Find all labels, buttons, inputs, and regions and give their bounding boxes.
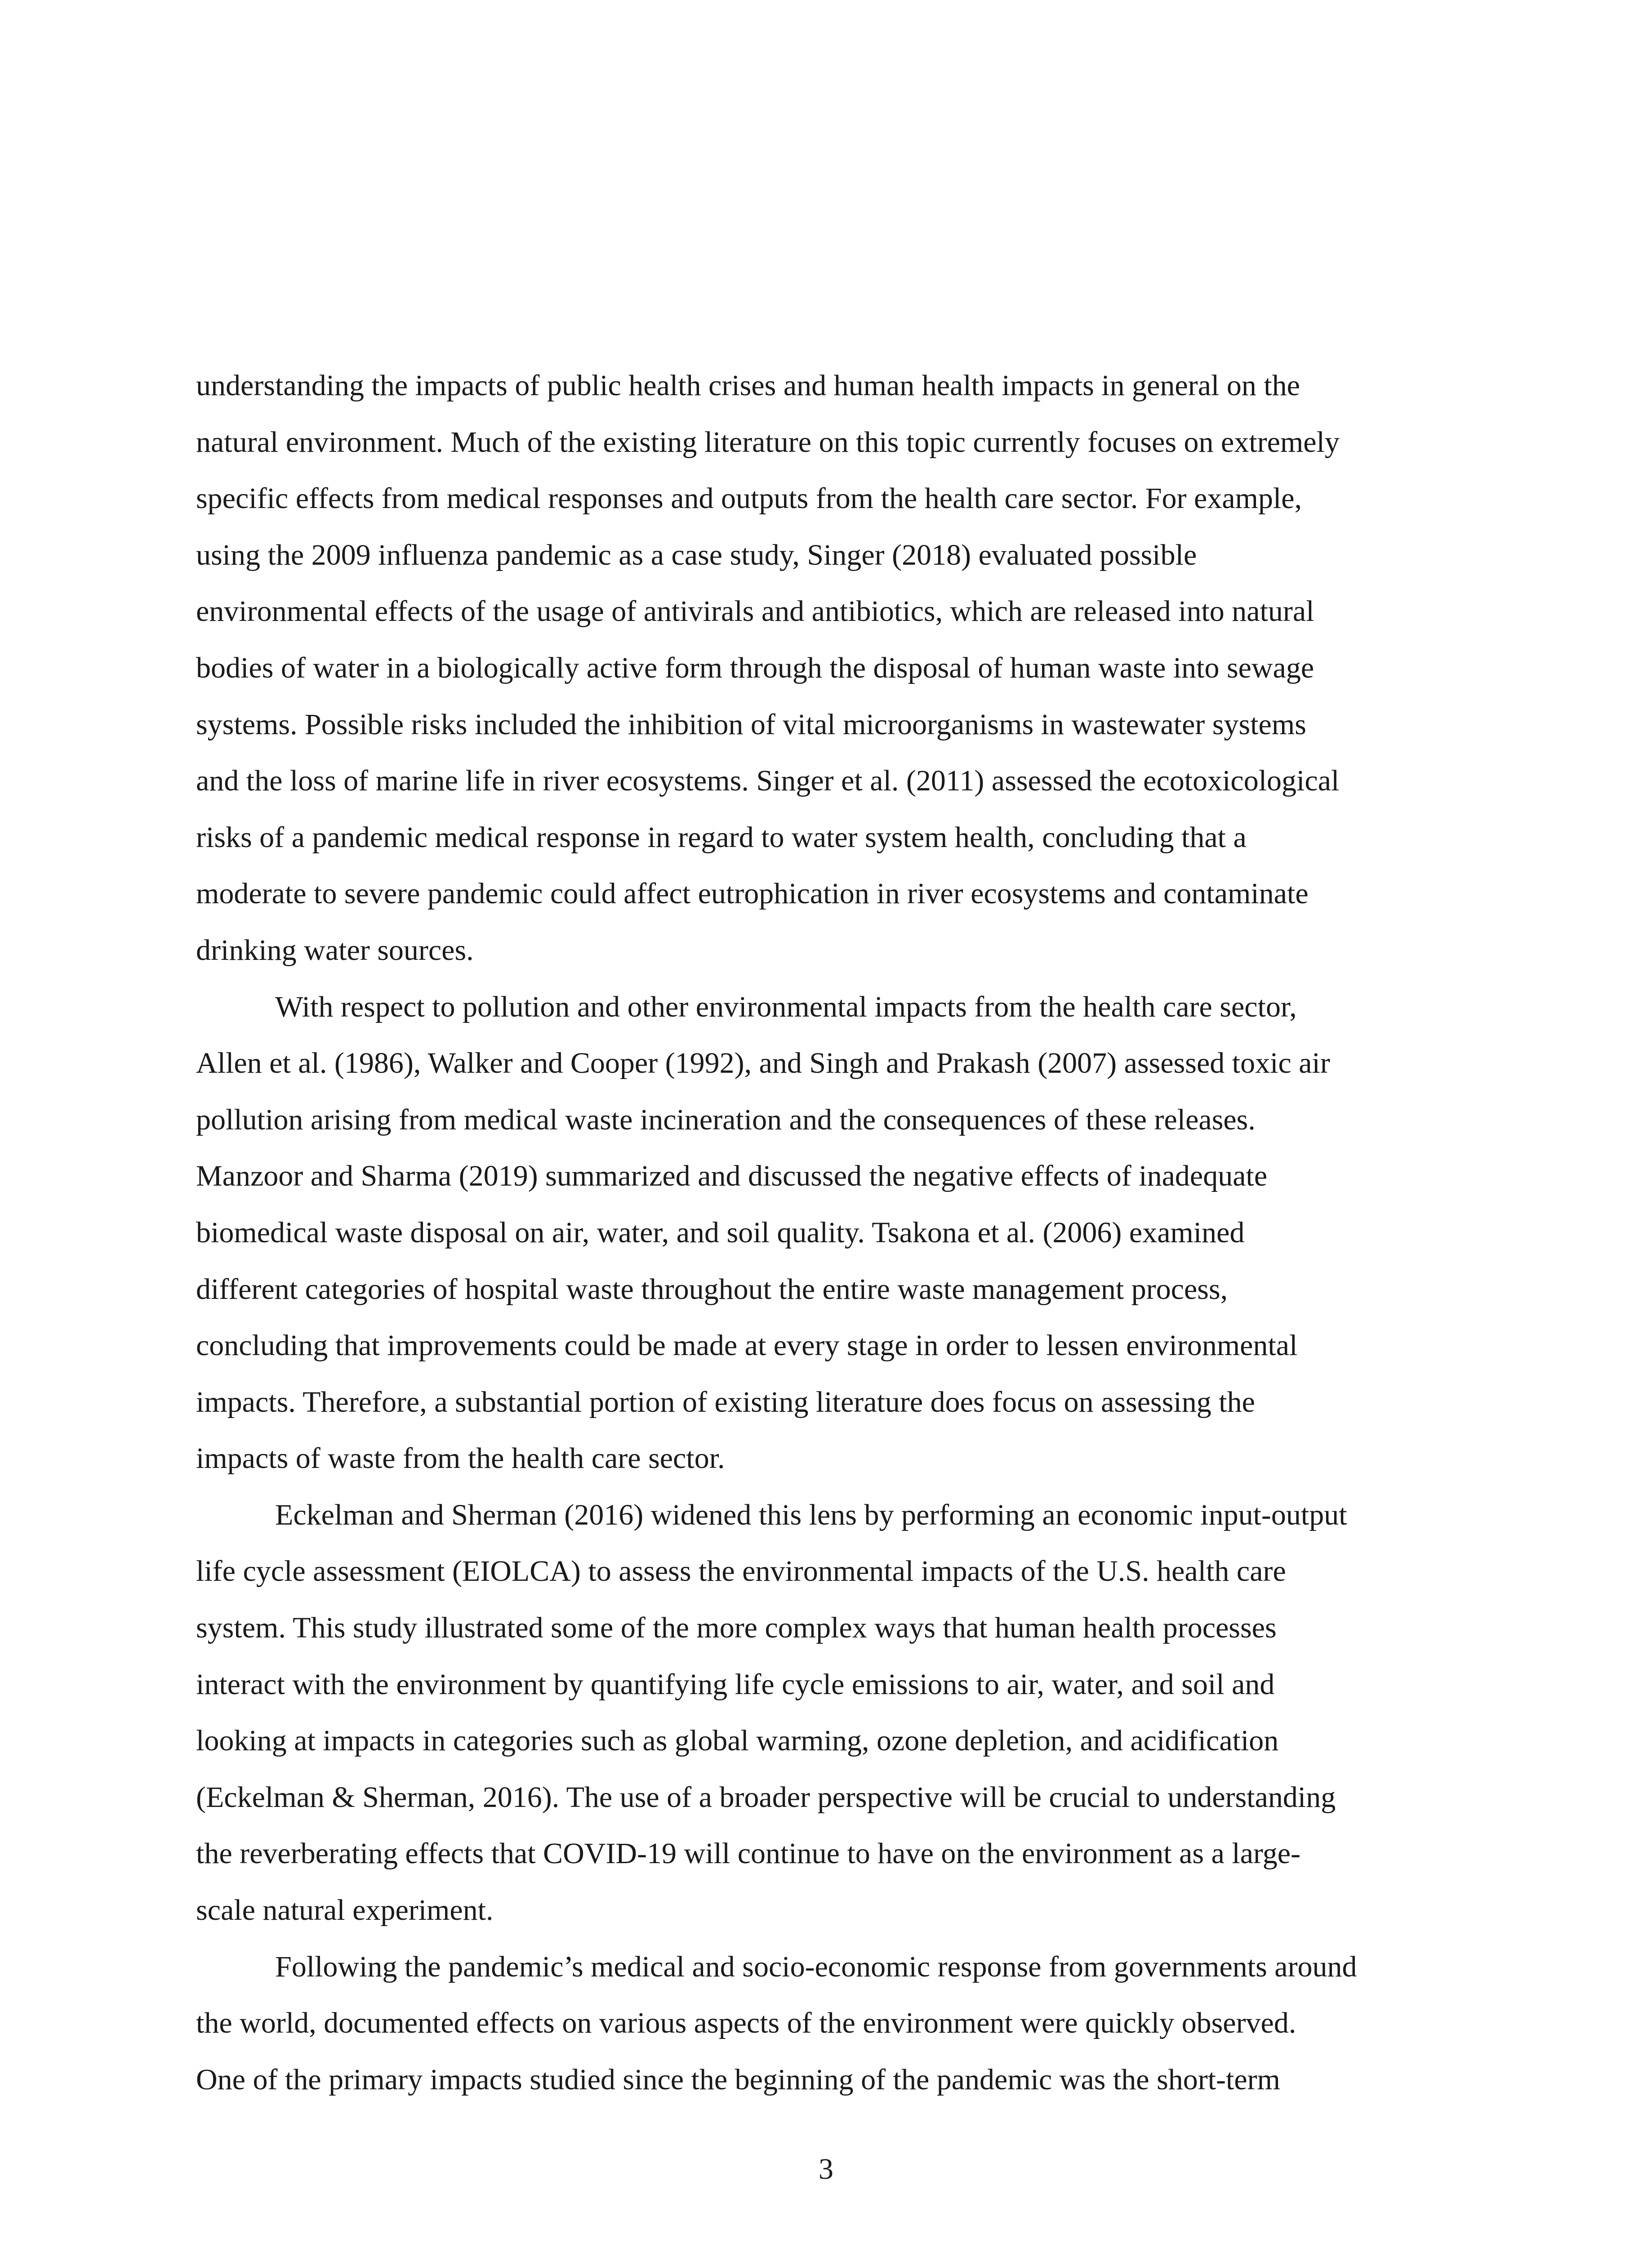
text-line: understanding the impacts of public health crises and human health impacts in general on the (196, 369, 1300, 402)
text-line: looking at impacts in categories such as global warming, ozone depletion, and acidification (196, 1724, 1279, 1757)
text-line: life cycle assessment (EIOLCA) to assess the environmental impacts of the U.S. health care (196, 1555, 1286, 1588)
text-line: moderate to severe pandemic could affect eutrophication in river ecosystems and contaminate (196, 877, 1309, 910)
text-line: One of the primary impacts studied since the beginning of the pandemic was the short-term (196, 2063, 1280, 2096)
text-line: interact with the environment by quantifying life cycle emissions to air, water, and soil and (196, 1668, 1275, 1701)
text-line: and the loss of marine life in river ecosystems. Singer et al. (2011) assessed the ecotoxicological (196, 764, 1340, 798)
text-line: Manzoor and Sharma (2019) summarized and discussed the negative effects of inadequate (196, 1160, 1268, 1193)
text-line: (Eckelman & Sherman, 2016). The use of a broader perspective will be crucial to understanding (196, 1780, 1336, 1814)
text-line: environmental effects of the usage of antivirals and antibiotics, which are released into natural (196, 595, 1314, 628)
text-line: using the 2009 influenza pandemic as a case study, Singer (2018) evaluated possible (196, 538, 1197, 571)
text-line: specific effects from medical responses and outputs from the health care sector. For example, (196, 482, 1302, 515)
text-line: bodies of water in a biologically active form through the disposal of human waste into sewage (196, 651, 1314, 684)
paragraph-first-line: Eckelman and Sherman (2016) widened this lens by performing an economic input-output (275, 1498, 1347, 1531)
body-text (196, 357, 1459, 2108)
page-number: 3 (819, 2153, 833, 2186)
text-line: system. This study illustrated some of the more complex ways that human health processes (196, 1611, 1277, 1645)
text-line: concluding that improvements could be made at every stage in order to lessen environmental (196, 1329, 1298, 1362)
text-line: the world, documented effects on various aspects of the environment were quickly observed. (196, 2007, 1296, 2040)
text-line: different categories of hospital waste throughout the entire waste management process, (196, 1272, 1228, 1306)
text-line: impacts of waste from the health care sector. (196, 1442, 725, 1475)
text-line: Allen et al. (1986), Walker and Cooper (1992), and Singh and Prakash (2007) assessed toxic air (196, 1047, 1330, 1080)
text-line: biomedical waste disposal on air, water, and soil quality. Tsakona et al. (2006) examined (196, 1216, 1245, 1249)
text-line: drinking water sources. (196, 933, 474, 967)
text-line: natural environment. Much of the existing literature on this topic currently focuses on extremely (196, 425, 1340, 459)
text-line: systems. Possible risks included the inhibition of vital microorganisms in wastewater systems (196, 708, 1306, 741)
text-line: scale natural experiment. (196, 1894, 494, 1927)
text-line: impacts. Therefore, a substantial portion of existing literature does focus on assessing the (196, 1385, 1255, 1418)
paragraph-first-line: With respect to pollution and other environmental impacts from the health care sector, (275, 990, 1297, 1023)
text-line: risks of a pandemic medical response in regard to water system health, concluding that a (196, 821, 1247, 854)
text-line: pollution arising from medical waste incineration and the consequences of these releases. (196, 1103, 1256, 1136)
text-line: the reverberating effects that COVID-19 will continue to have on the environment as a large- (196, 1837, 1301, 1870)
paragraph-first-line: Following the pandemic’s medical and socio-economic response from governments around (275, 1950, 1357, 1983)
